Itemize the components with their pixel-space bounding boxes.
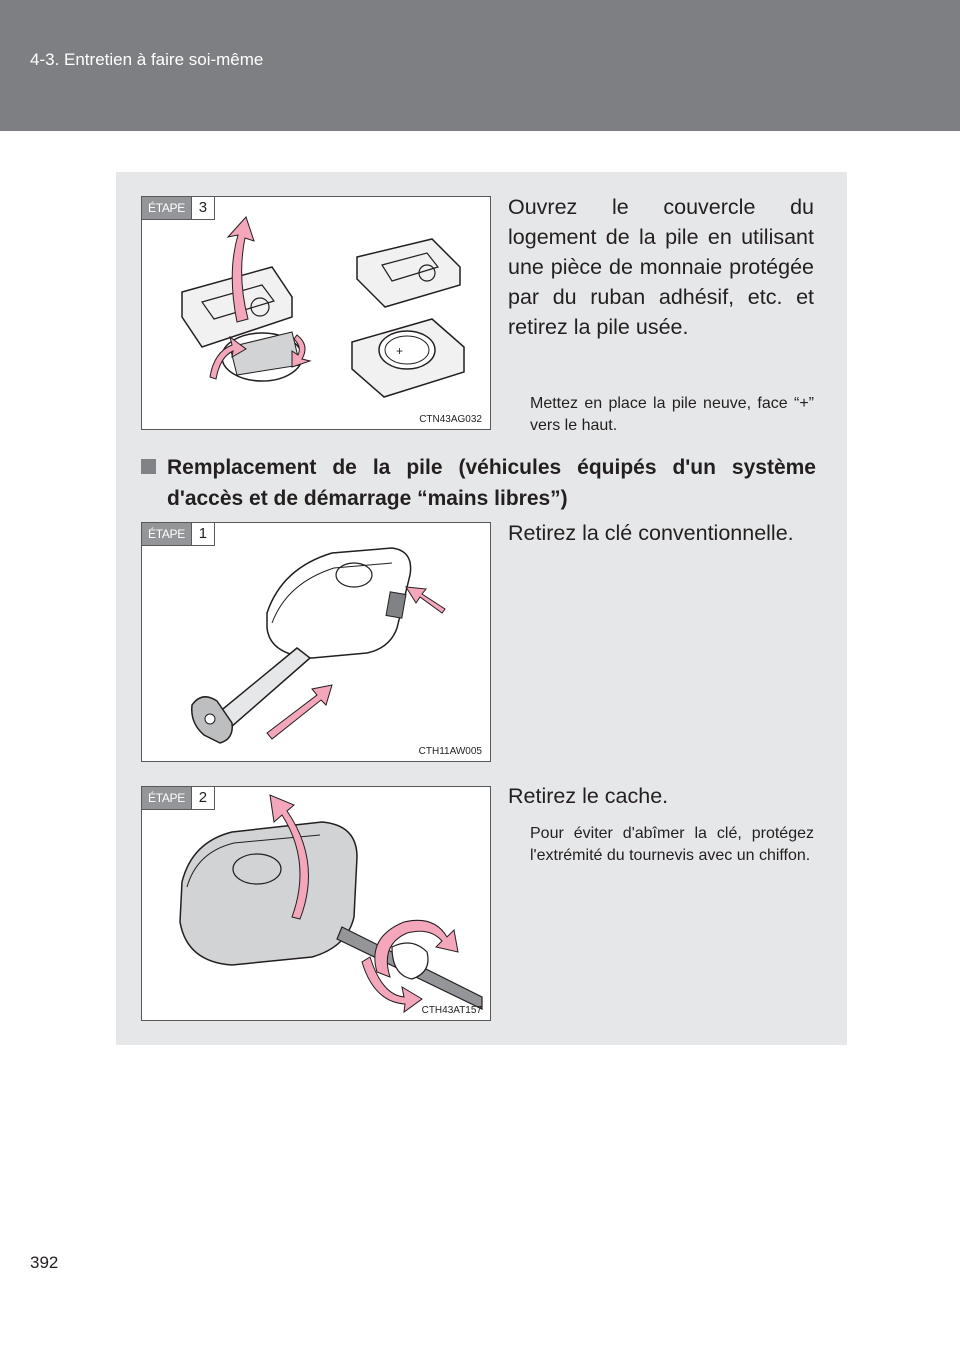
key-removal-illustration: [142, 523, 491, 762]
svg-text:+: +: [396, 344, 404, 358]
figure-code: CTN43AG032: [419, 414, 482, 425]
step-1-instruction: Retirez la clé conventionnelle.: [508, 521, 794, 545]
page-number: 392: [30, 1253, 59, 1272]
square-bullet-icon: [141, 459, 156, 474]
step-2-note: Pour éviter d'abîmer la clé, protégez l'extrémité du tournevis avec un chiffon.: [530, 825, 814, 864]
section-heading-text: Remplacement de la pile (véhicules équipés d'un système d'accès et de démarrage “mains libres”): [167, 456, 816, 510]
step-number: 1: [191, 523, 214, 545]
step-badge: [142, 523, 215, 546]
step-badge: [142, 197, 215, 220]
step-3-instruction: Ouvrez le couvercle du logement de la pile en utilisant une pièce de monnaie protégée par du ruban adhésif, etc. et retirez la pile usée.: [508, 195, 814, 339]
section-heading: [141, 452, 816, 514]
chapter-title: 4-3. Entretien à faire soi-même: [30, 50, 264, 69]
step-label: ÉTAPE: [142, 197, 191, 219]
remote-battery-illustration: [142, 197, 491, 430]
cover-removal-illustration: [142, 787, 491, 1021]
figure-code: CTH11AW005: [418, 746, 482, 757]
step-3-note: Mettez en place la pile neuve, face “+” vers le haut.: [530, 395, 814, 434]
figure-step-1: [141, 522, 491, 762]
figure-code: CTH43AT157: [421, 1005, 482, 1016]
step-number: 3: [191, 197, 214, 219]
step-number: 2: [191, 787, 214, 809]
figure-step-2: [141, 786, 491, 1021]
figure-step-3: [141, 196, 491, 430]
step-label: ÉTAPE: [142, 523, 191, 545]
step-label: ÉTAPE: [142, 787, 191, 809]
step-badge: [142, 787, 215, 810]
page-header: [0, 0, 960, 131]
step-2-instruction: Retirez le cache.: [508, 784, 669, 808]
